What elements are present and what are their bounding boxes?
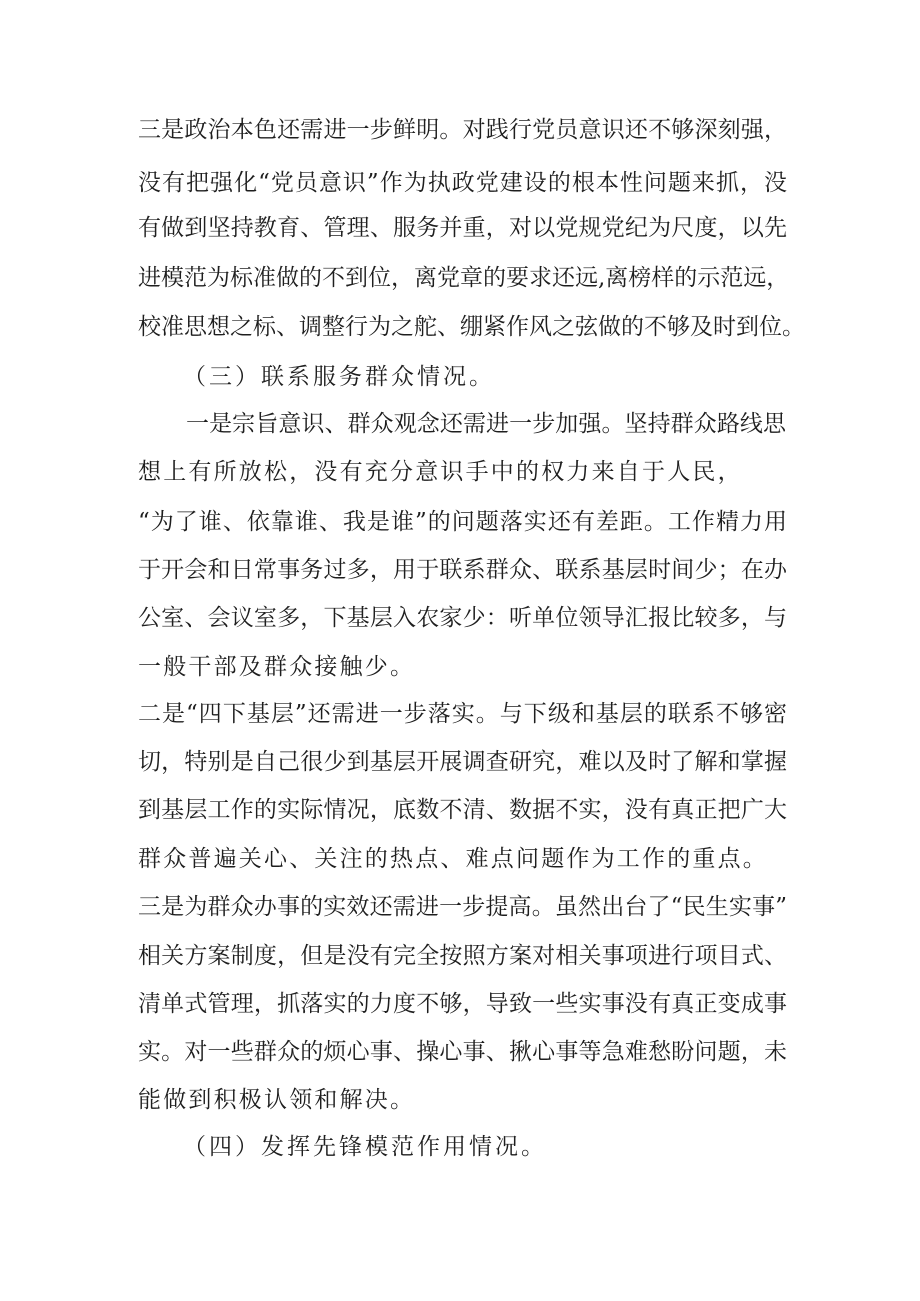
text-line: 有做到坚持教育、管理、服务并重，对以党规党纪为尺度，以先	[138, 215, 787, 241]
text-line: 一是宗旨意识、群众观念还需进一步加强。坚持群众路线思	[186, 411, 786, 437]
text-line: “为了谁、依靠谁、我是谁”的问题落实还有差距。工作精力用	[138, 509, 787, 535]
text-line: 相关方案制度，但是没有完全按照方案对相关事项进行项目式、	[138, 943, 787, 969]
section-heading-3: （三）联系服务群众情况。	[183, 364, 495, 390]
text-line: 公室、会议室多，下基层入农家少：听单位领导汇报比较多，与	[138, 605, 787, 631]
text-line: 实。对一些群众的烦心事、操心事、揪心事等急难愁盼问题，未	[138, 1039, 787, 1065]
text-line: 进模范为标准做的不到位，离党章的要求还远,离榜样的示范远，	[138, 265, 790, 291]
text-line: 能做到积极认领和解决。	[138, 1087, 416, 1113]
text-line: 于开会和日常事务过多，用于联系群众、联系基层时间少；在办	[138, 557, 787, 583]
text-line: 到基层工作的实际情况，底数不清、数据不实，没有真正把广大	[138, 797, 787, 823]
section-heading-4: （四）发挥先锋模范作用情况。	[183, 1134, 547, 1160]
text-line: 群众普遍关心、关注的热点、难点问题作为工作的重点。	[138, 846, 768, 872]
text-line: 一般干部及群众接触少。	[138, 654, 416, 680]
text-line: 清单式管理，抓落实的力度不够，导致一些实事没有真正变成事	[138, 991, 787, 1017]
text-line: 三是政治本色还需进一步鲜明。对践行党员意识还不够深刻强，	[138, 117, 787, 143]
text-line: 想上有所放松，没有充分意识手中的权力来自于人民，	[138, 459, 743, 485]
text-line: 切，特别是自己很少到基层开展调查研究，难以及时了解和掌握	[138, 749, 787, 775]
text-line: 校准思想之标、调整行为之舵、绷紧作风之弦做的不够及时到位。	[138, 314, 805, 340]
text-line: 没有把强化“党员意识”作为执政党建设的根本性问题来抓，没	[138, 170, 787, 196]
text-line: 二是“四下基层”还需进一步落实。与下级和基层的联系不够密	[138, 701, 787, 727]
text-line: 三是为群众办事的实效还需进一步提高。虽然出台了“民生实事”	[138, 894, 787, 920]
